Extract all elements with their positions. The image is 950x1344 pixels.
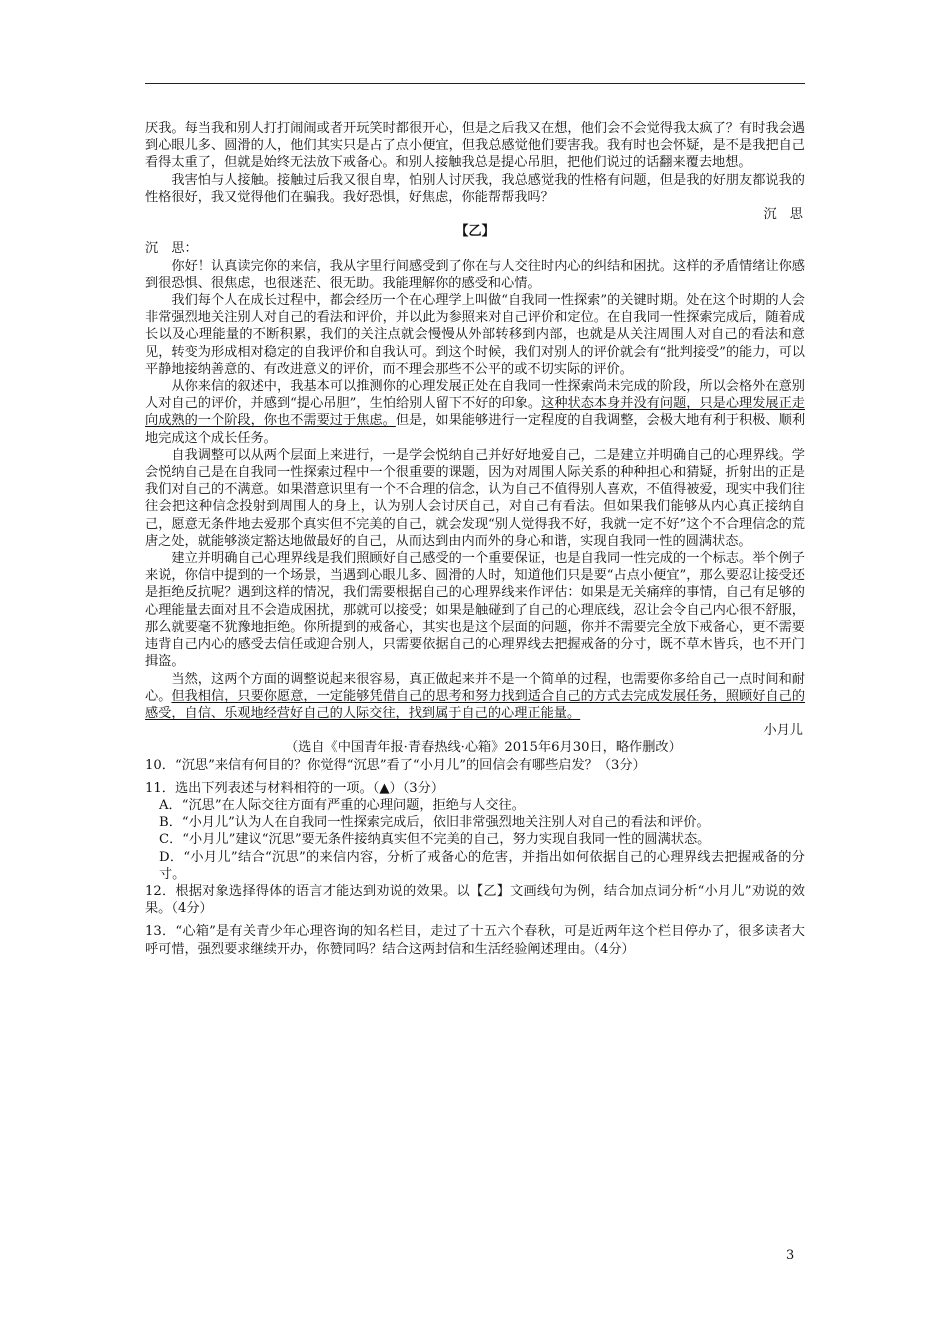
letter-jia-paragraph-1: 厌我。每当我和别人打打闹闹或者开玩笑时都很开心，但是之后我又在想，他们会不会觉得我太疯了？有时我会遇到心眼儿多、圆滑的人，他们其实只是占了点小便宜，但我总感觉他们要害我。我有时也会怀疑，是不是我把自己看得太重了，但就是始终无法放下戒备心。和别人接触我总是提心吊胆，把他们说过的话翻来覆去地想。 (145, 121, 805, 171)
letter-jia-signature: 沉 思 (763, 207, 803, 223)
letter-yi-paragraph-6 (145, 671, 805, 723)
letter-yi-paragraph-2: 我们每个人在成长过程中，都会经历一个在心理学上叫做“自我同一性探索”的关键时期。处在这个时期的人会非常强烈地关注别人对自己的看法和评价，并以此为参照来对自己评价和定位。在自我同一性探索完成后，随着成长以及心理能量的不断积累，我们的关注点就会慢慢从外部转移到内部，也就是从关注周围人对自己的看法和意见，转变为形成相对稳定的自我评价和自我认可。到这个时候，我们对别人的评价就会有“批判接受”的能力，可以平静地接纳善意的、有改进意义的评价，而不理会那些不公平的或不切实际的评价。 (145, 293, 805, 377)
letter-yi-paragraph-4: 自我调整可以从两个层面上来进行，一是学会悦纳自己并好好地爱自己，二是建立并明确自己的心理界线。学会悦纳自己是在自我同一性探索过程中一个很重要的课题，因为对周围人际关系的种种担心和猜疑，折射出的正是我们对自己的不满意。如果潜意识里有一个不合理的信念，认为自己不值得别人喜欢，不值得被爱，现实中我们往往会把这种信念投射到周围人的身上，认为别人会讨厌自己，对自己有看法。但如果我们能够从内心真正接纳自己，愿意无条件地去爱那个真实但不完美的自己，就会发现“别人觉得我不好，我就一定不好”这个不合理信念的荒唐之处，就能够淡定豁达地做最好的自己，从而达到由内而外的身心和谐，实现自我同一性的圆满状态。 (145, 447, 805, 549)
question-11-option-a: A．“沉思”在人际交往方面有严重的心理问题，拒绝与人交往。 (159, 797, 525, 813)
letter-yi-paragraph-5: 建立并明确自己心理界线是我们照顾好自己感受的一个重要保证，也是自我同一性完成的一个标志。举个例子来说，你信中提到的一个场景，当遇到心眼儿多、圆滑的人时，知道他们只是要“占点小便宜”，那么要忍让接受还是拒绝反抗呢？遇到这样的情况，我们需要根据自己的心理界线来作评估：如果是无关痛痒的事情，自己有足够的心理能量去面对且不会造成困扰，那就可以接受；如果是触碰到了自己的心理底线，忍让会令自己内心很不舒服，那么就要毫不犹豫地拒绝。你所提到的戒备心，其实也是这个层面的问题，你并不需要完全放下戒备心，更不需要违背自己内心的感受去信任或迎合别人，只需要依据自己的心理界线去把握戒备的分寸，既不草木皆兵，也不开门揖盗。 (145, 551, 805, 670)
question-11-stem: 11．选出下列表述与材料相符的一项。（▲）（3分） (145, 780, 445, 796)
question-11-option-c: C．“小月儿”建议“沉思”要无条件接纳真实但不完美的自己，努力实现自我同一性的圆满状态。 (159, 832, 711, 848)
source-citation: （选自《中国青年报·青春热线·心箱》2015年6月30日，略作删改） (285, 740, 682, 756)
page-body (145, 120, 805, 958)
paragraph-3-text-a: 从你来信的叙述中，我基本可以推测你的心理发展正处在自我同一性探索尚未完成的阶段，所以会格外在意别人对自己的评价，并感到“提心吊胆”，生怕给别人留下不好的印象。 (145, 379, 805, 412)
underlined-sentence-2: 但我相信，只要你愿意，一定能够凭借自己的思考和努力找到适合自己的方式去完成发展任务，照顾好自己的感受，自信、乐观地经营好自己的人际交往，找到属于自己的心理正能量。 (145, 688, 806, 721)
paragraph-3-text-b: 但是，如果能够进行一定程度的自我调整，会极大地有利于积极、顺利地完成这个成长任务。 (145, 413, 806, 446)
question-10: 10．“沉思”来信有何目的？你觉得“沉思”看了“小月儿”的回信会有哪些启发？（3分） (145, 757, 646, 773)
page-number: 3 (786, 1248, 795, 1263)
question-11-option-b: B．“小月儿”认为人在自我同一性探索完成后，依旧非常强烈地关注别人对自己的看法和评价。 (159, 815, 710, 831)
paragraph-6-text-a: 当然，这两个方面的调整说起来很容易，真正做起来并不是一个简单的过程，也需要你多给自己一点时间和耐心。 (145, 671, 805, 704)
letter-yi-paragraph-1: 你好！认真读完你的来信，我从字里行间感受到了你在与人交往时内心的纠结和困扰。这样的矛盾情绪让你感到很恐惧、很焦虑，也很迷茫、很无助。我能理解你的感受和心情。 (145, 258, 805, 291)
question-12: 12．根据对象选择得体的语言才能达到劝说的效果。以【乙】文画线句为例，结合加点词分析“小月儿”劝说的效果。（4分） (145, 883, 805, 917)
letter-jia-paragraph-2: 我害怕与人接触。接触过后我又很自卑，怕别人讨厌我，我总感觉我的性格有问题，但是我的好朋友都说我的性格很好，我又觉得他们在骗我。我好恐惧，好焦虑，你能帮帮我吗？ (145, 172, 805, 205)
header-rule (145, 83, 805, 84)
underlined-sentence-1: 这种状态本身并没有问题，只是心理发展正走向成熟的一个阶段，你也不需要过于焦虑。 (145, 396, 805, 429)
letter-yi-signature: 小月儿 (763, 723, 803, 739)
question-13: 13．“心箱”是有关青少年心理咨询的知名栏目，走过了十五六个春秋，可是近两年这个栏目停办了，很多读者大呼可惜，强烈要求继续开办，你赞同吗？结合这两封信和生活经验阐述理由。（4分） (145, 924, 805, 957)
letter-yi-heading: 【乙】 (455, 224, 495, 240)
letter-yi-salutation: 沉 思： (145, 241, 198, 257)
question-11-option-d: D．“小月儿”结合“沉思”的来信内容，分析了戒备心的危害，并指出如何依据自己的心理界线去把握戒备的分寸。 (159, 849, 805, 882)
letter-yi-paragraph-3 (145, 378, 805, 447)
